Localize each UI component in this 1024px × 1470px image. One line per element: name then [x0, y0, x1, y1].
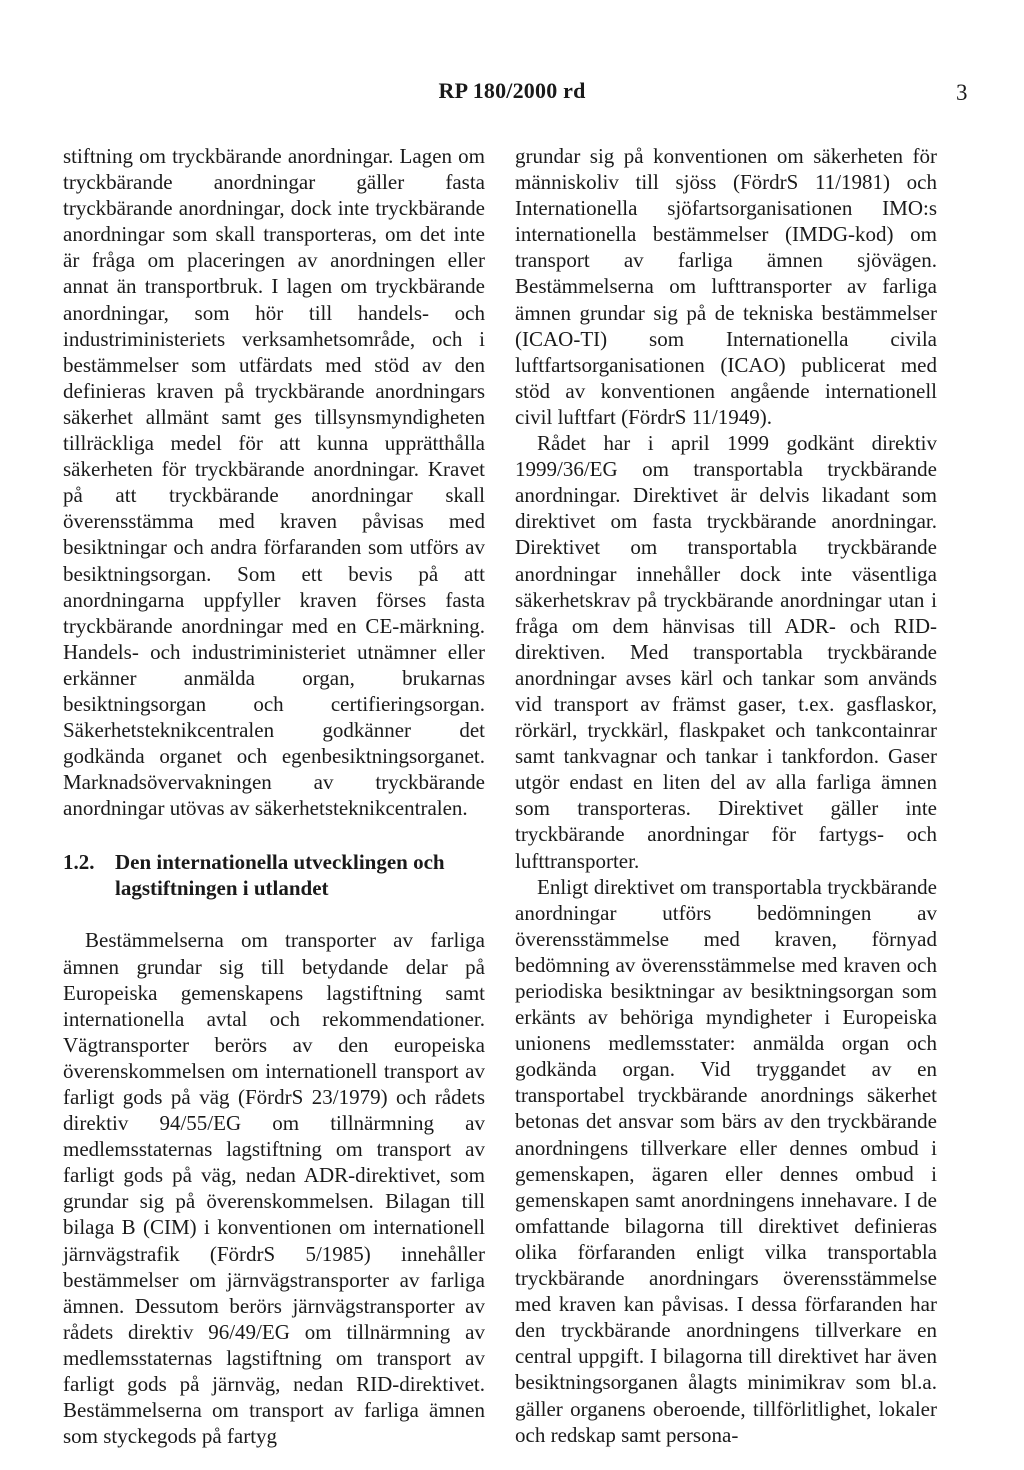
left-paragraph-1: stiftning om tryckbärande anordningar. Lagen om tryckbärande anordningar gäller fasta tryckbärande anordningar, dock inte tryckbärande anordningar som skall transporteras, om det inte är fråga om placeringen av anordningen eller annat än transportbruk. I lagen om tryckbärande anordningar, som hör till handels- och industriministeriets verksamhetsområde, och i bestämmelser som utfärdats med stöd av den definieras kraven på tryckbärande anordningars säkerhet allmänt samt ges tillsynsmyndigheten tillräckliga medel för att kunna upprätthålla säkerheten för tryckbärande anordningar. Kravet på att tryckbärande anordningar skall överensstämma med kraven påvisas med besiktningar och andra förfaranden som utförs av besiktningsorgan. Som ett bevis på att anordningarna uppfyller kraven förses fasta tryckbärande anordningar med en CE-märkning. Handels- och industriministeriet utnämner eller erkänner anmälda organ, brukarnas besiktningsorgan och certifieringsorgan. Säkerhetsteknikcentralen godkänner det godkända organet och egenbesiktningsorganet. Marknadsövervakningen av tryckbärande anordningar utövas av säkerhetsteknikcentralen. — [63, 144, 485, 821]
left-column — [63, 143, 485, 1449]
left-paragraph-2: Bestämmelserna om transporter av farliga ämnen grundar sig till betydande delar på Europeiska gemenskapens lagstiftning samt internationella avtal och rekommendationer. Vägtransporter berörs av den europeiska överenskommelsen om internationell transport av farligt gods på väg (FördrS 23/1979) och rådets direktiv 94/55/EG om tillnärmning av medlemsstaternas lagstiftning om transport av farligt gods på väg, nedan ADR-direktivet, som grundar sig på överenskommelsen. Bilagan till bilaga B (CIM) i konventionen om internationell järnvägstrafik (FördrS 5/1985) innehåller bestämmelser om järnvägstransporter av farliga ämnen. Dessutom berörs järnvägstransporter av rådets direktiv 96/49/EG om tillnärmning av medlemsstaternas lagstiftning om transport av farligt gods på järnväg, nedan RID-direktivet. Bestämmelserna om transport av farliga ämnen som styckegods på fartyg — [63, 928, 485, 1449]
section-title: Den internationella utvecklingen och lagstiftningen i utlandet — [115, 850, 445, 901]
running-title: RP 180/2000 rd — [438, 78, 586, 103]
right-column — [515, 143, 937, 1448]
right-paragraph-3: Enligt direktivet om transportabla tryckbärande anordningar utförs bedömningen av överensstämmelse med kraven, förnyad bedömning av överensstämmelse med kraven och periodiska besiktningar av besiktningsorgan som erkänts av behöriga myndigheter i Europeiska unionens medlemsstater: anmälda organ och godkända organ. Vid tryggandet av en transportabel tryckbärande anordnings säkerhet betonas det ansvar som bärs av den tryckbärande anordningens tillverkare eller dennes ombud i gemenskapen, ägaren eller dennes ombud i gemenskapen samt anordningens innehavare. I de omfattande bilagorna till direktivet definieras olika förfaranden enligt vilka transportabla tryckbärande anordningars överensstämmelse med kraven kan påvisas. I dessa förfaranden har den tryckbärande anordningens tillverkare en central uppgift. I bilagorna till direktivet har även besiktningsorganen ålagts minimikrav som bl.a. gäller organens oberoende, tillförlitlighet, lokaler och redskap samt persona- — [515, 874, 937, 1447]
section-heading — [63, 849, 485, 901]
page-number: 3 — [956, 80, 968, 105]
section-number: 1.2. — [63, 850, 95, 875]
right-paragraph-1: grundar sig på konventionen om säkerheten för människoliv till sjöss (FördrS 11/1981) och Internationella sjöfartsorganisationen IMO:s internationella bestämmelser (IMDG-kod) om transport av farliga ämnen sjövägen. Bestämmelserna om lufttransporter av farliga ämnen grundar sig på de tekniska bestämmelser (ICAO-TI) som Internationella civila luftfartsorganisationen (ICAO) publicerat med stöd av konventionen angående internationell civil luftfart (FördrS 11/1949). — [515, 144, 937, 429]
right-paragraph-2: Rådet har i april 1999 godkänt direktiv 1999/36/EG om transportabla tryckbärande anordningar. Direktivet är delvis likadant som direktivet om fasta tryckbärande anordningar. Direktivet om transportabla tryckbärande anordningar innehåller dock inte väsentliga säkerhetskrav på tryckbärande anordningar utan i fråga om dem hänvisas till ADR- och RID-direktiven. Med transportabla tryckbärande anordningar avses kärl och tankar som används vid transport av främst gaser, t.ex. gasflaskor, rörkärl, tryckkärl, flaskpaket och tankcontainrar samt tankvagnar och tankar i tankfordon. Gaser utgör endast en liten del av alla farliga ämnen som transporteras. Direktivet gäller inte tryckbärande anordningar för fartygs- och lufttransporter. — [515, 431, 937, 873]
